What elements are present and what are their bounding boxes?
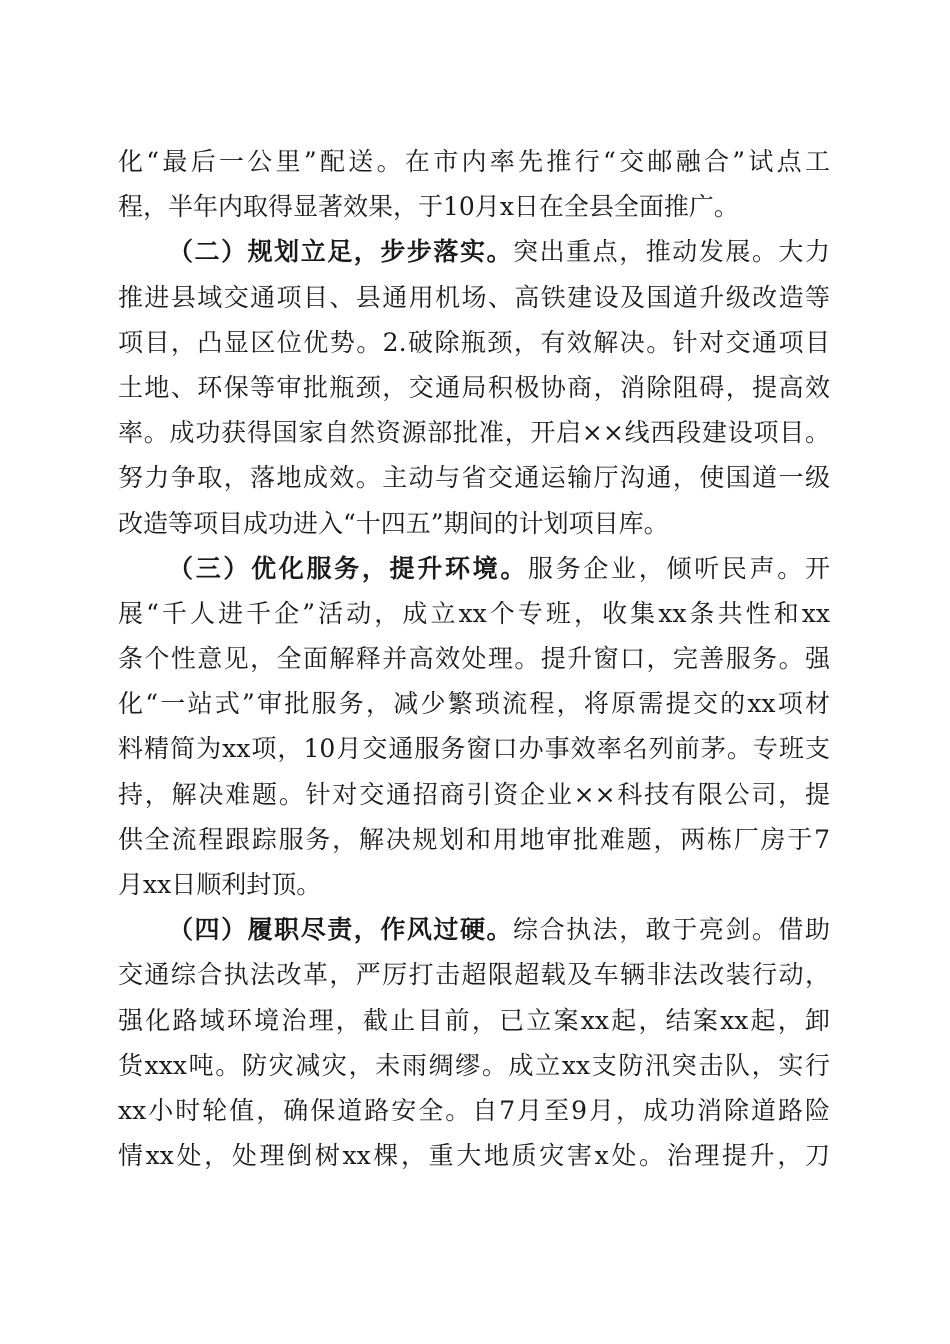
text-line: 强化路域环境治理，截止目前，已立案xx起，结案xx起，卸 (118, 1005, 830, 1035)
text-line: 持，解决难题。针对交通招商引资企业××科技有限公司，提 (118, 779, 830, 809)
text-line: 率。成功获得国家自然资源部批准，开启××线西段建设项目。 (118, 418, 830, 448)
text-line: 推进县域交通项目、县通用机场、高铁建设及国道升级改造等 (118, 282, 830, 312)
text-line (118, 546, 830, 591)
text-line: 展“千人进千企”活动，成立xx个专班，收集xx条共性和xx (118, 598, 830, 628)
text-line: 程，半年内取得显著效果，于10月x日在全县全面推广。 (118, 192, 739, 222)
paragraph-section-3 (118, 546, 830, 908)
text-line (118, 907, 830, 952)
text-line: 改造等项目成功进入“十四五”期间的计划项目库。 (118, 508, 669, 538)
text-line: 货xxx吨。防灾减灾，未雨绸缪。成立xx支防汛突击队，实行 (118, 1050, 830, 1080)
paragraph-section-4 (118, 907, 830, 1178)
text-line: xx小时轮值，确保道路安全。自7月至9月，成功消除道路险 (118, 1095, 830, 1125)
text-line (118, 229, 830, 274)
text-line: 努力争取，落地成效。主动与省交通运输厅沟通，使国道一级 (118, 463, 830, 493)
text-line: 供全流程跟踪服务，解决规划和用地审批难题，两栋厂房于7 (118, 824, 830, 854)
text-line: 料精简为xx项，10月交通服务窗口办事效率名列前茅。专班支 (118, 734, 830, 764)
text-run: 服务企业，倾听民声。开 (528, 553, 830, 583)
paragraph-section-2 (118, 229, 830, 545)
section-heading: （四）履职尽责，作风过硬。 (168, 915, 514, 945)
text-line: 土地、环保等审批瓶颈，交通局积极协商，消除阻碍，提高效 (118, 372, 830, 402)
text-line: 情xx处，处理倒树xx棵，重大地质灾害x处。治理提升，刀 (118, 1141, 830, 1171)
section-heading: （二）规划立足，步步落实。 (168, 237, 514, 267)
section-heading: （三）优化服务，提升环境。 (168, 553, 529, 583)
text-line: 交通综合执法改革，严厉打击超限超载及车辆非法改装行动， (118, 960, 830, 990)
text-run: 突出重点，推动发展。大力 (513, 237, 830, 267)
text-line: 月xx日顺利封顶。 (118, 870, 322, 899)
text-line: 化“最后一公里”配送。在市内率先推行“交邮融合”试点工 (118, 147, 830, 176)
document-body (118, 139, 830, 1178)
text-run: 综合执法，敢于亮剑。借助 (513, 915, 830, 945)
text-line: 条个性意见，全面解释并高效处理。提升窗口，完善服务。强 (118, 644, 830, 674)
text-line: 化“一站式”审批服务，减少繁琐流程，将原需提交的xx项材 (118, 689, 830, 719)
text-line: 项目，凸显区位优势。2.破除瓶颈，有效解决。针对交通项目 (118, 327, 830, 357)
paragraph-continuation (118, 139, 830, 229)
